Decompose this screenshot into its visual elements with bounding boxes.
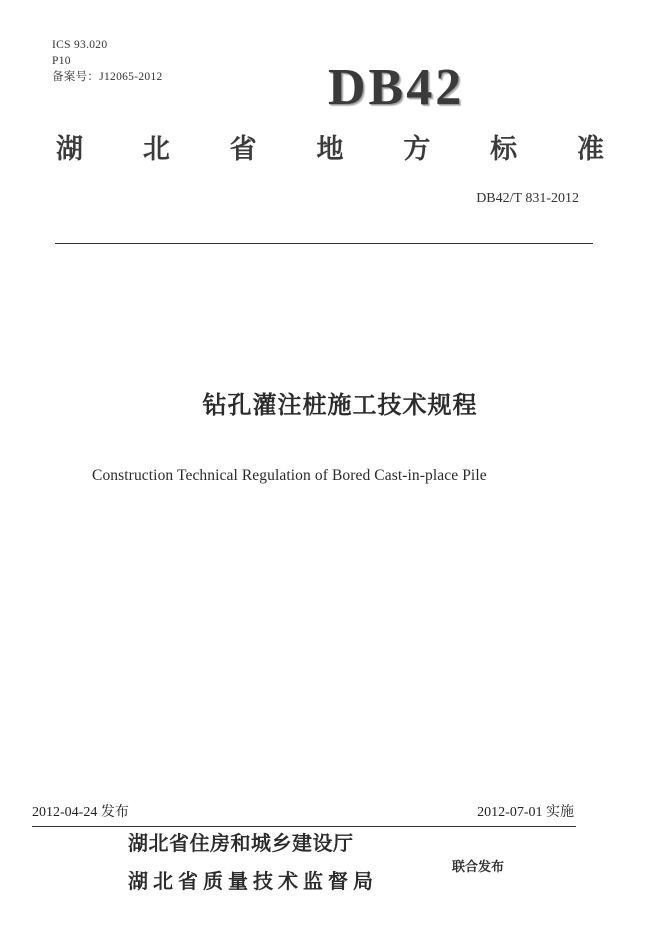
standard-type-char: 地 bbox=[316, 134, 344, 165]
standard-type-char: 北 bbox=[142, 134, 170, 165]
issuer-quality-bureau: 湖北省质量技术监督局 bbox=[128, 869, 378, 893]
issue-date: 2012-04-24 发布 bbox=[32, 805, 129, 820]
standard-type-char: 标 bbox=[490, 134, 518, 165]
record-number: 备案号：J12065-2012 bbox=[52, 71, 163, 83]
bottom-divider bbox=[32, 826, 576, 827]
standard-number: DB42/T 831-2012 bbox=[476, 191, 579, 206]
standard-type-char: 准 bbox=[576, 134, 604, 165]
standard-type-char: 湖 bbox=[56, 134, 83, 165]
title-chinese-text: 钻孔灌注桩施工技术规程 bbox=[202, 391, 478, 419]
db42-logo: DB42 bbox=[328, 59, 465, 116]
document-title-english: Construction Technical Regulation of Bored Cast-in-place Pile bbox=[92, 467, 487, 484]
document-title-chinese bbox=[0, 393, 662, 417]
joint-release-label: 联合发布 bbox=[452, 860, 505, 875]
standard-type-char: 方 bbox=[403, 134, 431, 165]
ics-code: ICS 93.020 bbox=[52, 39, 108, 51]
standard-type bbox=[56, 136, 604, 163]
issuer-housing-department: 湖北省住房和城乡建设厅 bbox=[128, 831, 354, 855]
top-divider bbox=[55, 243, 593, 244]
classification-code: P10 bbox=[52, 55, 71, 67]
implementation-date: 2012-07-01 实施 bbox=[477, 805, 574, 820]
standard-type-char: 省 bbox=[229, 134, 257, 165]
